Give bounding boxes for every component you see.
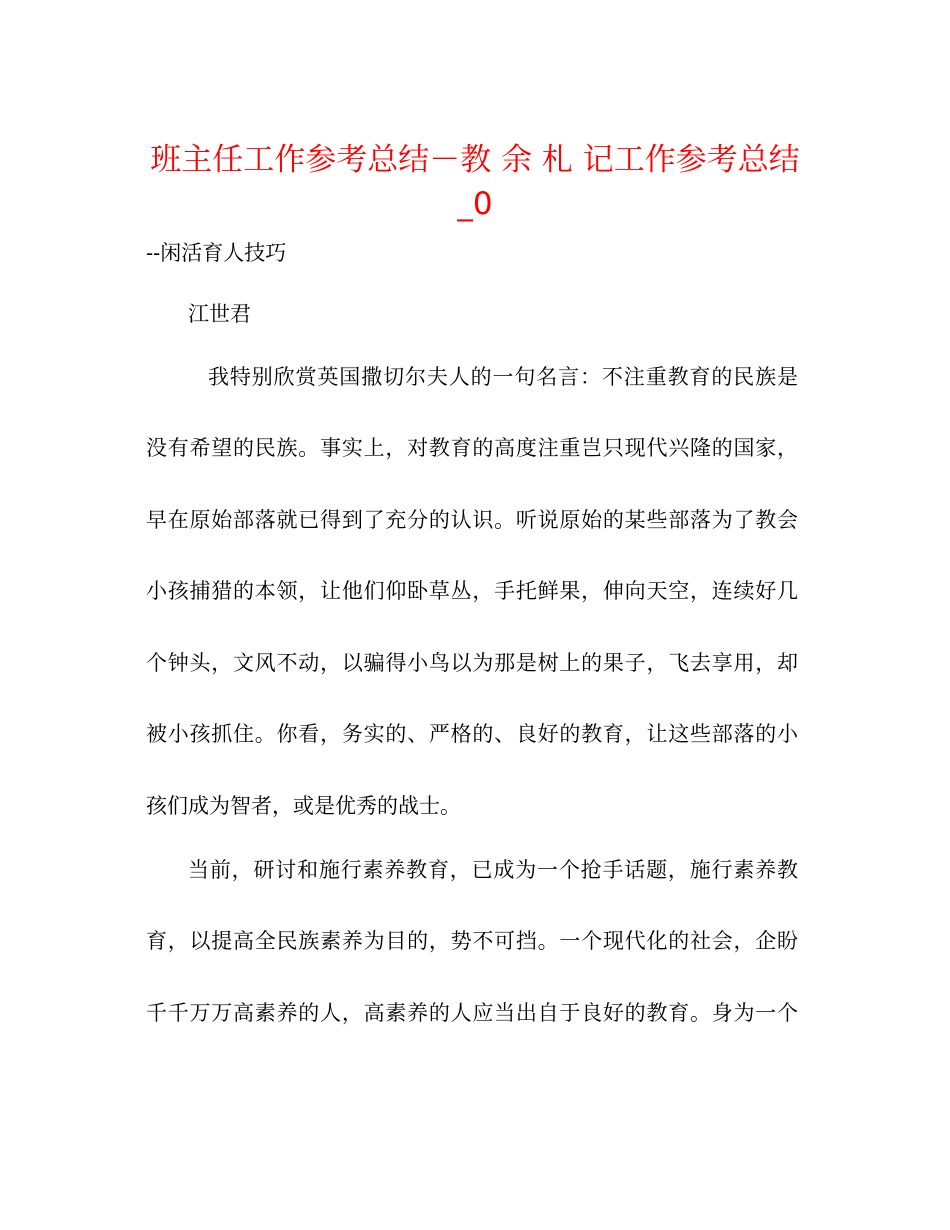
paragraph-line: 孩们成为智者，或是优秀的战士。 (146, 794, 461, 818)
author-name: 江世君 (188, 302, 251, 326)
paragraph-line: 早在原始部落就已得到了充分的认识。听说原始的某些部落为了教会 (146, 508, 798, 532)
paragraph-line: 育，以提高全民族素养为目的，势不可挡。一个现代化的社会，企盼 (146, 929, 798, 953)
paragraph-line: 当前，研讨和施行素养教育，已成为一个抢手话题，施行素养教 (188, 858, 798, 882)
paragraph-line: 被小孩抓住。你看，务实的、严格的、良好的教育，让这些部落的小 (146, 722, 798, 746)
paragraph-line: 没有希望的民族。事实上，对教育的高度注重岂只现代兴隆的国家， (146, 436, 798, 460)
document-title-line-1: 班主任工作参考总结－教 余 札 记工作参考总结 (150, 142, 800, 178)
paragraph-line: 千千万万高素养的人，高素养的人应当出自于良好的教育。身为一个 (146, 1001, 798, 1025)
paragraph-line: 小孩捕猎的本领，让他们仰卧草丛，手托鲜果，伸向天空，连续好几 (146, 579, 798, 603)
subtitle: --闲活育人技巧 (146, 241, 287, 265)
document-title-line-2: _0 (457, 186, 493, 222)
paragraph-line: 个钟头，文风不动，以骗得小鸟以为那是树上的果子，飞去享用，却 (146, 651, 798, 675)
paragraph-line: 我特别欣赏英国撒切尔夫人的一句名言：不注重教育的民族是 (208, 365, 798, 389)
